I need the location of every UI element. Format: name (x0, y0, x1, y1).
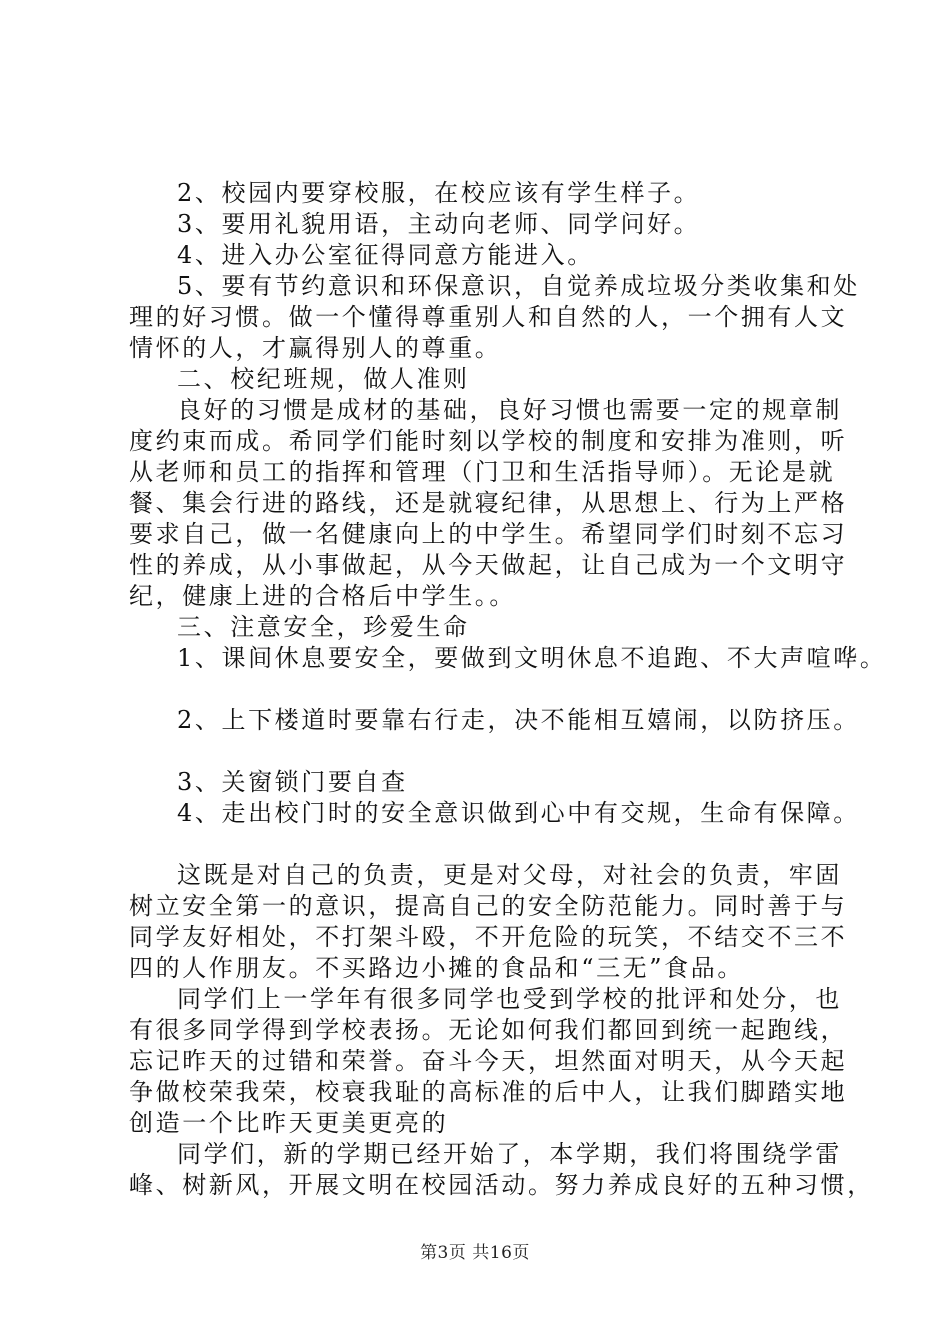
text-line: 3、要用礼貌用语，主动向老师、同学问好。 (177, 210, 701, 238)
text-line: 有很多同学得到学校表扬。无论如何我们都回到统一起跑线， (129, 1016, 848, 1044)
text-line: 这既是对自己的负责，更是对父母，对社会的负责，牢固 (177, 861, 842, 889)
text-line: 峰、树新风，开展文明在校园活动。努力养成良好的五种习惯， (129, 1171, 874, 1199)
text-line: 理的好习惯。做一个懂得尊重别人和自然的人，一个拥有人文 (129, 303, 848, 331)
page-number-footer: 第3页 共16页 (420, 1243, 530, 1263)
text-line: 同学友好相处，不打架斗殴，不开危险的玩笑，不结交不三不 (129, 923, 848, 951)
section-heading: 三、注意安全，珍爱生命 (177, 613, 470, 641)
text-line: 四的人作朋友。不买路边小摊的食品和“三无”食品。 (129, 954, 744, 982)
text-line: 从老师和员工的指挥和管理（门卫和生活指导师）。无论是就 (129, 458, 836, 486)
text-line: 良好的习惯是成材的基础，良好习惯也需要一定的规章制 (177, 396, 842, 424)
text-line: 性的养成，从小事做起，从今天做起，让自己成为一个文明守 (129, 551, 848, 579)
text-line: 树立安全第一的意识，提高自己的安全防范能力。同时善于与 (129, 892, 848, 920)
text-line: 餐、集会行进的路线，还是就寝纪律，从思想上、行为上严格 (129, 489, 848, 517)
text-line: 4、进入办公室征得同意方能进入。 (177, 241, 594, 269)
text-line: 度约束而成。希同学们能时刻以学校的制度和安排为准则，听 (129, 427, 848, 455)
text-line: 情怀的人，才赢得别人的尊重。 (129, 334, 502, 362)
text-line: 同学们，新的学期已经开始了，本学期，我们将围绕学雷 (177, 1140, 842, 1168)
text-line: 创造一个比昨天更美更亮的 (129, 1109, 449, 1137)
text-line: 2、上下楼道时要靠右行走，决不能相互嬉闹，以防挤压。 (177, 706, 860, 734)
text-line: 要求自己，做一名健康向上的中学生。希望同学们时刻不忘习 (129, 520, 848, 548)
text-line: 3、关窗锁门要自查 (177, 768, 408, 796)
text-line: 5、要有节约意识和环保意识，自觉养成垃圾分类收集和处 (177, 272, 860, 300)
text-line: 2、校园内要穿校服，在校应该有学生样子。 (177, 179, 701, 207)
text-line: 争做校荣我荣，校衰我耻的高标准的后中人，让我们脚踏实地 (129, 1078, 848, 1106)
section-heading: 二、校纪班规，做人准则 (177, 365, 470, 393)
text-line: 纪，健康上进的合格后中学生。。 (129, 582, 516, 610)
text-line: 1、课间休息要安全，要做到文明休息不追跑、不大声喧哗。 (177, 644, 887, 672)
text-line: 忘记昨天的过错和荣誉。奋斗今天，坦然面对明天，从今天起 (129, 1047, 848, 1075)
text-line: 4、走出校门时的安全意识做到心中有交规，生命有保障。 (177, 799, 860, 827)
text-line: 同学们上一学年有很多同学也受到学校的批评和处分，也 (177, 985, 842, 1013)
